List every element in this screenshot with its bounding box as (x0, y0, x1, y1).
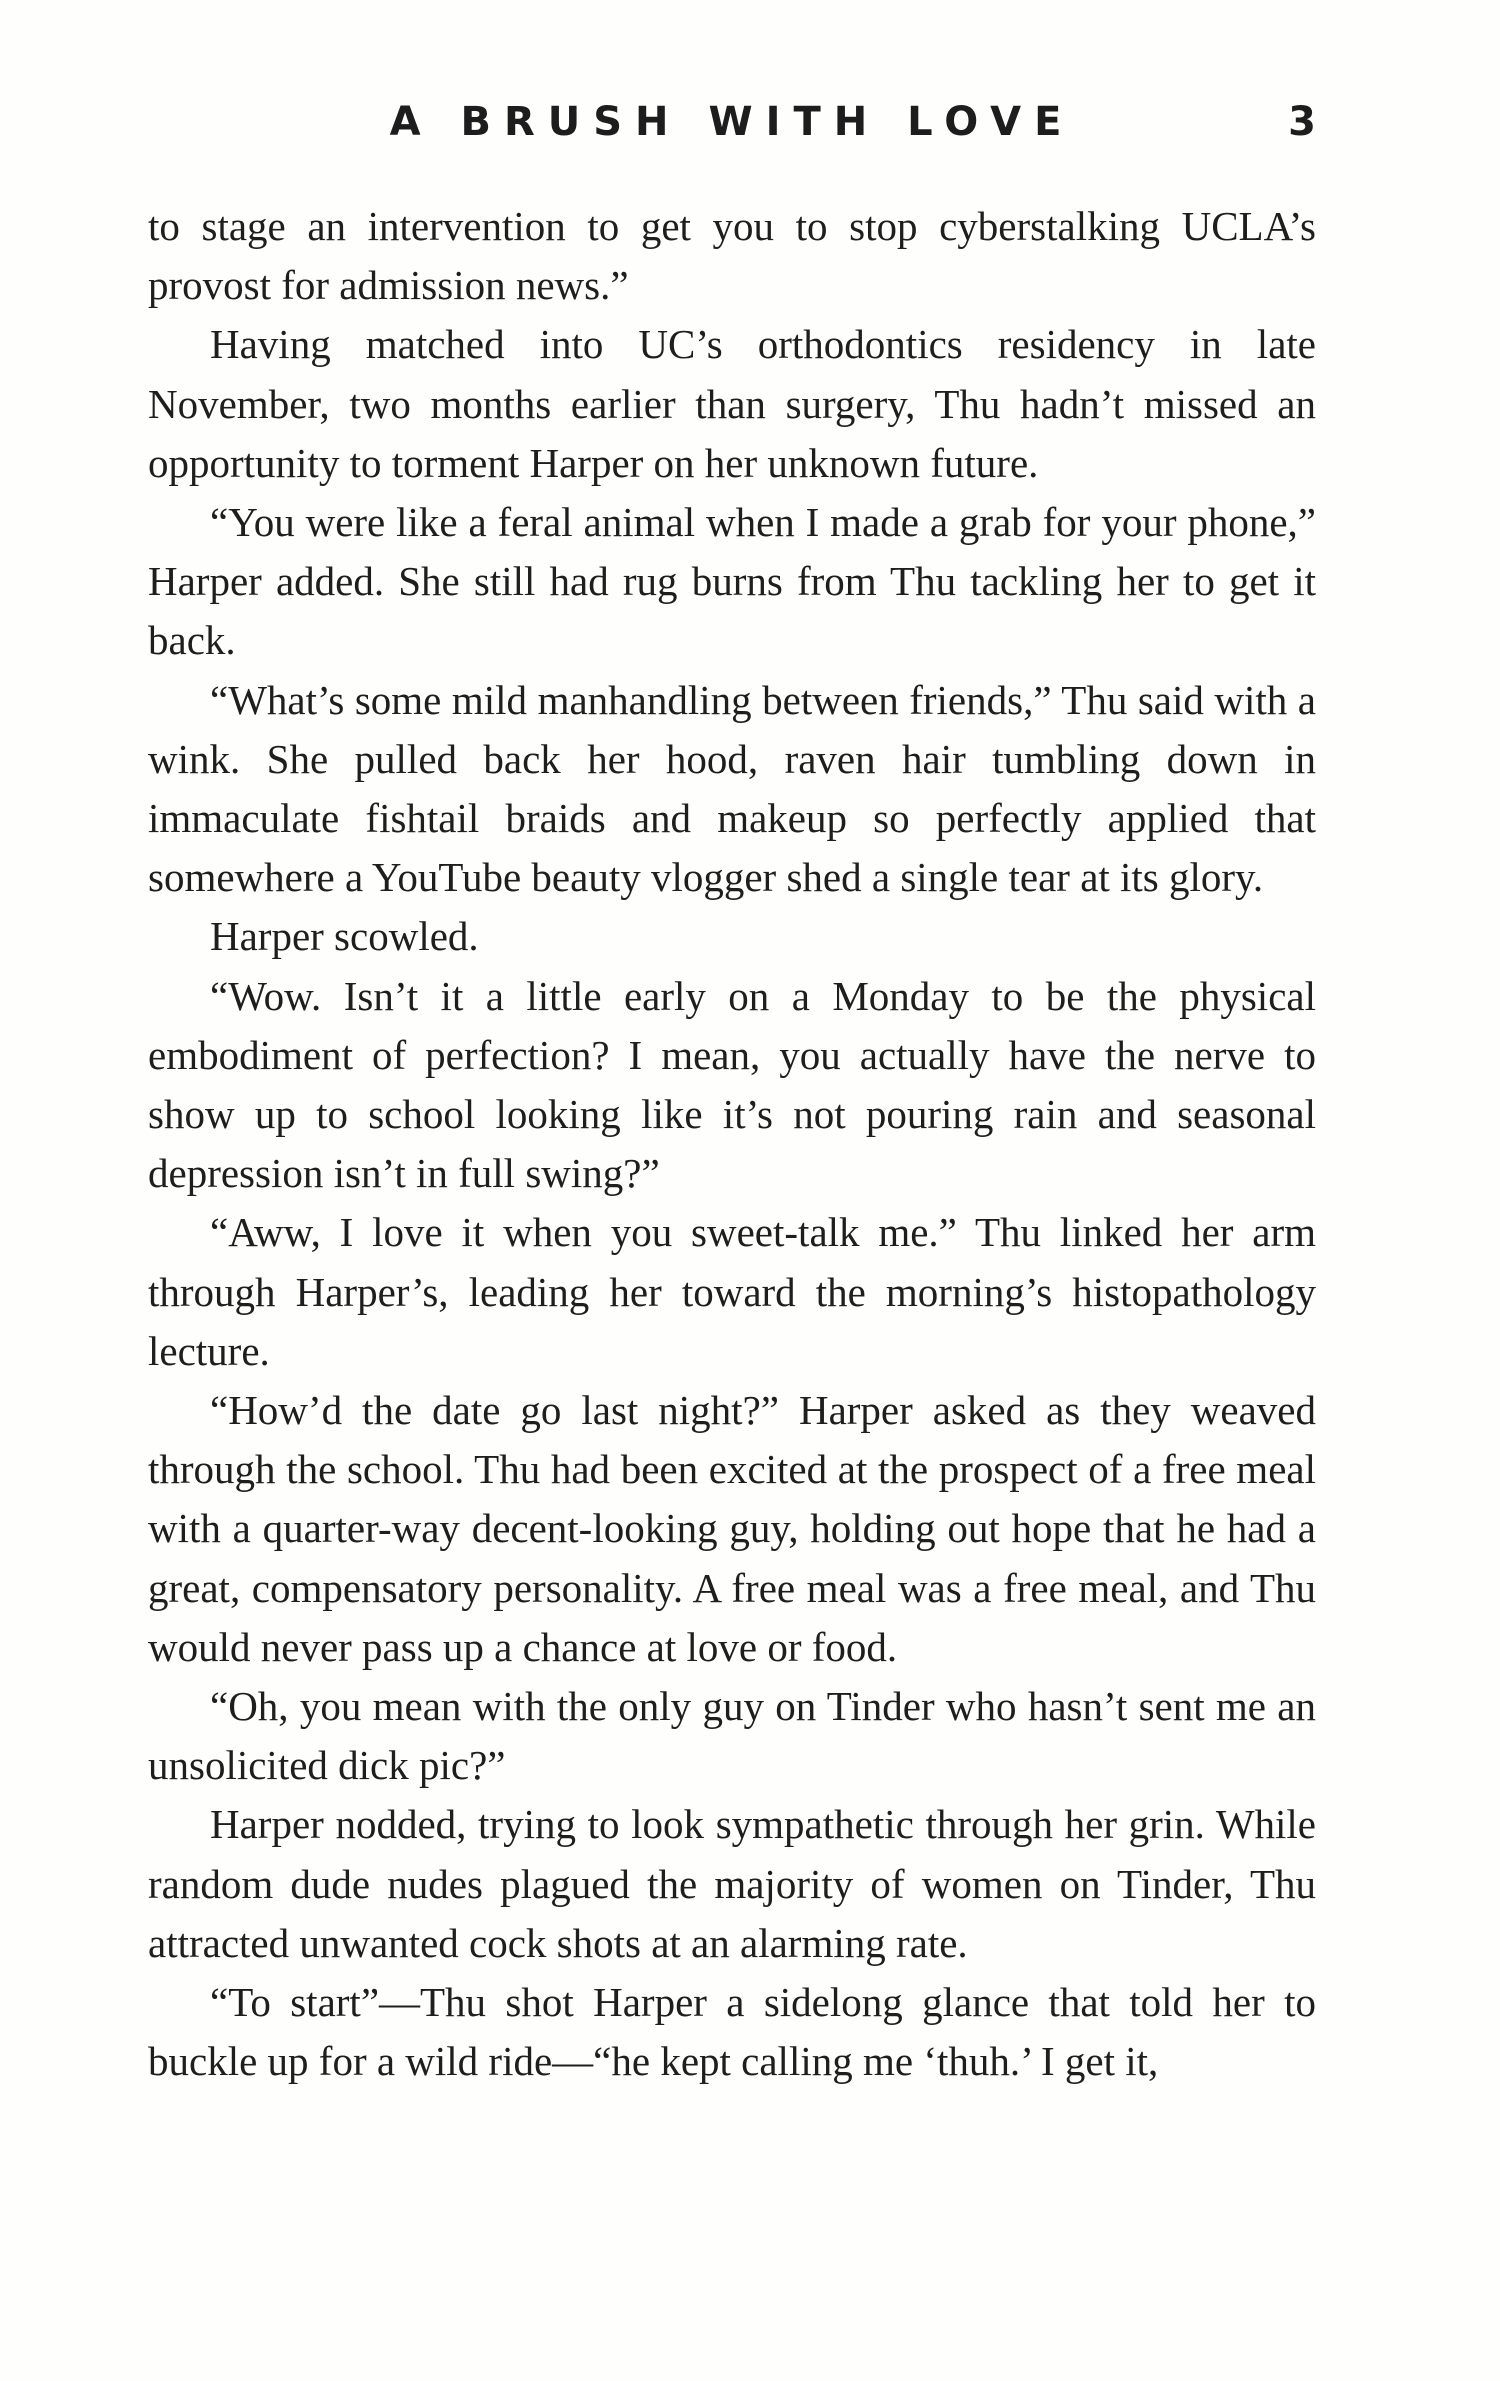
paragraph: “To start”—Thu shot Harper a sidelong glance that told her to buckle up for a wild ride—“he kept calling me ‘thuh.’ I get it, (148, 1979, 1316, 2085)
paragraph: “Oh, you mean with the only guy on Tinder who hasn’t sent me an unsolicited dick pic?” (148, 1683, 1316, 1789)
paragraph-continuation: to stage an intervention to get you to stop cyberstalking UCLA’s provost for admission news.” (148, 203, 1316, 309)
page-number: 3 (1288, 99, 1316, 145)
paragraph: “How’d the date go last night?” Harper asked as they weaved through the school. Thu had been excited at the prospect of a free meal with a quarter-way decent-looking guy, holding out hope that he had a great, compensatory personality. A free meal was a free meal, and Thu would never pass up a chance at love or food. (148, 1387, 1316, 1670)
running-title: A BRUSH WITH LOVE (389, 99, 1075, 145)
paragraph: Harper nodded, trying to look sympathetic through her grin. While random dude nudes plagued the majority of women on Tinder, Thu attracted unwanted cock shots at an alarming rate. (148, 1801, 1316, 1966)
paragraph: Having matched into UC’s orthodontics residency in late November, two months earlier than surgery, Thu hadn’t missed an opportunity to torment Harper on her unknown future. (148, 321, 1316, 486)
paragraph: “You were like a feral animal when I made a grab for your phone,” Harper added. She still had rug burns from Thu tackling her to get it back. (148, 499, 1316, 664)
paragraph: “What’s some mild manhandling between friends,” Thu said with a wink. She pulled back her hood, raven hair tumbling down in immaculate fishtail braids and makeup so perfectly applied that somewhere a YouTube beauty vlogger shed a single tear at its glory. (148, 676, 1316, 901)
body-text (148, 197, 1316, 2092)
paragraph: “Aww, I love it when you sweet-talk me.” Thu linked her arm through Harper’s, leading her toward the morning’s histopathology lecture. (148, 1209, 1316, 1374)
paragraph: “Wow. Isn’t it a little early on a Monday to be the physical embodiment of perfection? I mean, you actually have the nerve to show up to school looking like it’s not pouring rain and seasonal depression isn’t in full swing?” (148, 972, 1316, 1197)
paragraph: Harper scowled. (210, 913, 479, 960)
running-header (148, 92, 1316, 152)
